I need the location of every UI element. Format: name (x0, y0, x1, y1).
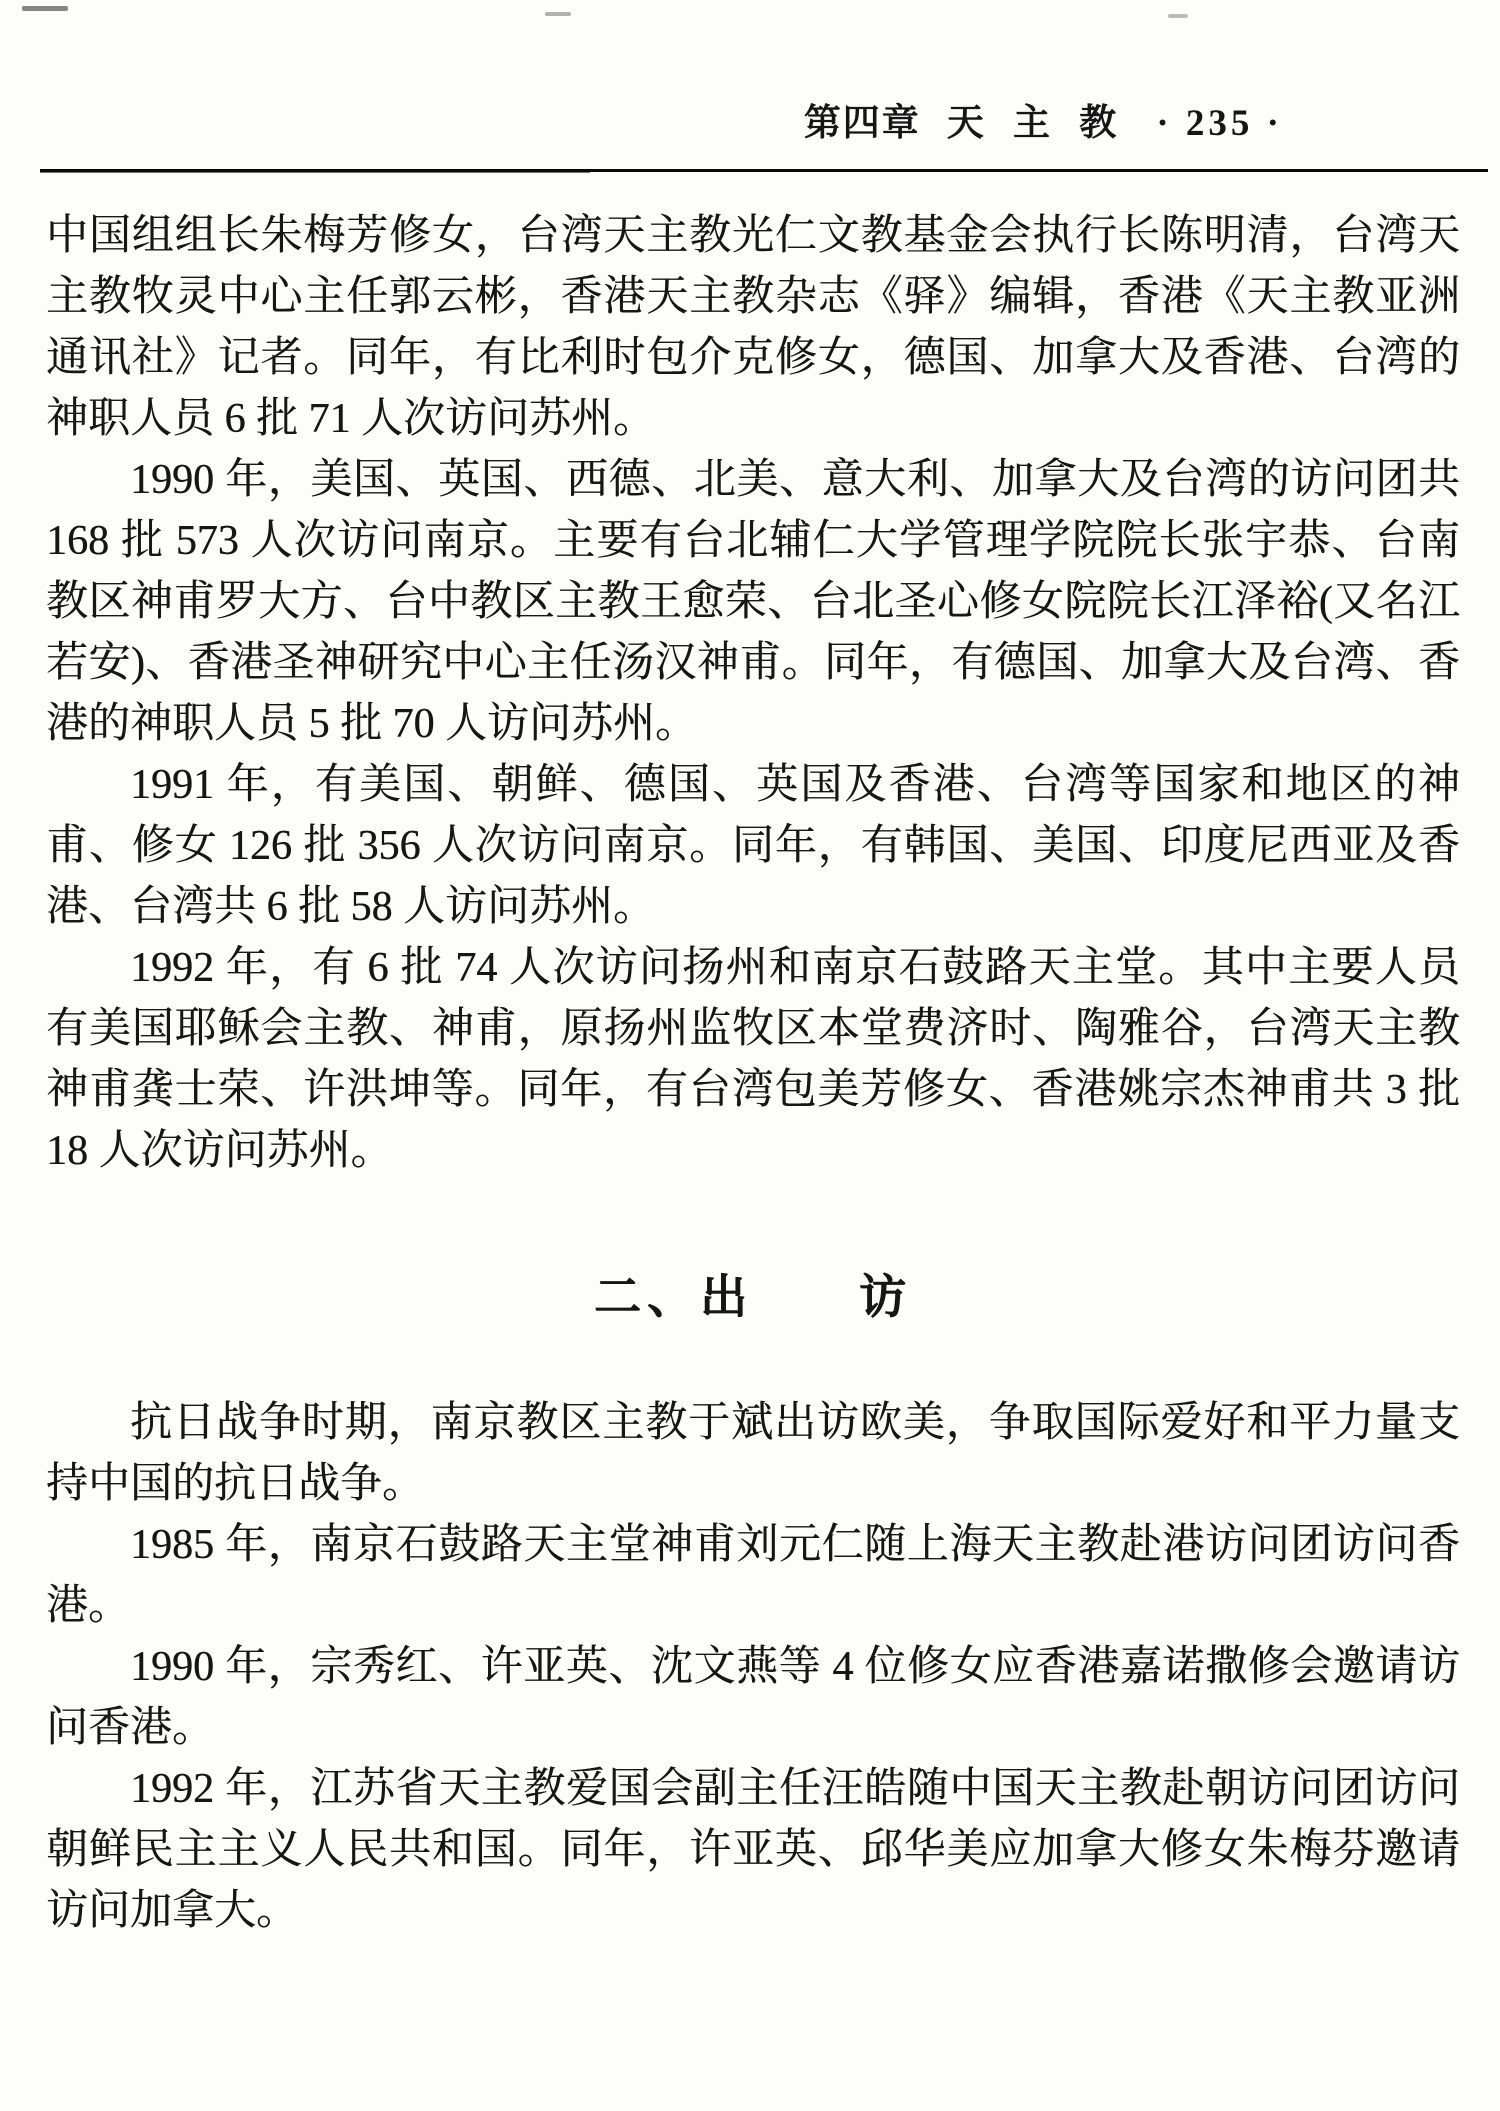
paragraph: 中国组组长朱梅芳修女，台湾天主教光仁文教基金会执行长陈明清，台湾天主教牧灵中心主任郭云彬，香港天主教杂志《驿》编辑，香港《天主教亚洲通讯社》记者。同年，有比利时包介克修女，德国、加拿大及香港、台湾的神职人员 6 批 71 人次访问苏州。 (46, 213, 1460, 442)
paragraph: 1985 年，南京石鼓路天主堂神甫刘元仁随上海天主教赴港访问团访问香港。 (46, 1522, 1460, 1629)
running-header (804, 92, 1283, 146)
header-rule (40, 169, 1488, 172)
paragraph: 1992 年，有 6 批 74 人次访问扬州和南京石鼓路天主堂。其中主要人员有美国耶稣会主教、神甫，原扬州监牧区本堂费济时、陶雅谷，台湾天主教神甫龚士荣、许洪坤等。同年，有台湾包美芳修女、香港姚宗杰神甫共 3 批 18 人次访问苏州。 (46, 945, 1460, 1174)
paragraph: 抗日战争时期，南京教区主教于斌出访欧美，争取国际爱好和平力量支持中国的抗日战争。 (46, 1400, 1460, 1507)
chapter-number: 第四章 (803, 103, 921, 144)
section-heading: 二、出 访 (594, 1272, 912, 1324)
paragraph: 1992 年，江苏省天主教爱国会副主任汪皓随中国天主教赴朝访问团访问朝鲜民主主义人民共和国。同年，许亚英、邱华美应加拿大修女朱梅芬邀请访问加拿大。 (46, 1766, 1460, 1934)
scan-artifact (22, 6, 68, 11)
paragraph: 1991 年，有美国、朝鲜、德国、英国及香港、台湾等国家和地区的神甫、修女 126 批 356 人次访问南京。同年，有韩国、美国、印度尼西亚及香港、台湾共 6 批 58 人访问苏州。 (46, 762, 1460, 930)
scan-artifact (545, 12, 571, 16)
paragraph: 1990 年，宗秀红、许亚英、沈文燕等 4 位修女应香港嘉诺撒修会邀请访问香港。 (46, 1644, 1460, 1751)
page-body (46, 206, 1460, 1942)
page-number: · 235 · (1156, 103, 1283, 144)
scan-artifact (1168, 14, 1188, 18)
chapter-title: 天 主 教 (946, 103, 1127, 144)
paragraph: 1990 年，美国、英国、西德、北美、意大利、加拿大及台湾的访问团共 168 批 573 人次访问南京。主要有台北辅仁大学管理学院院长张宇恭、台南教区神甫罗大方、台中教区主教王愈荣、台北圣心修女院院长江泽裕(又名江若安)、香港圣神研究中心主任汤汉神甫。同年，有德国、加拿大及台湾、香港的神职人员 5 批 70 人访问苏州。 (46, 457, 1460, 747)
